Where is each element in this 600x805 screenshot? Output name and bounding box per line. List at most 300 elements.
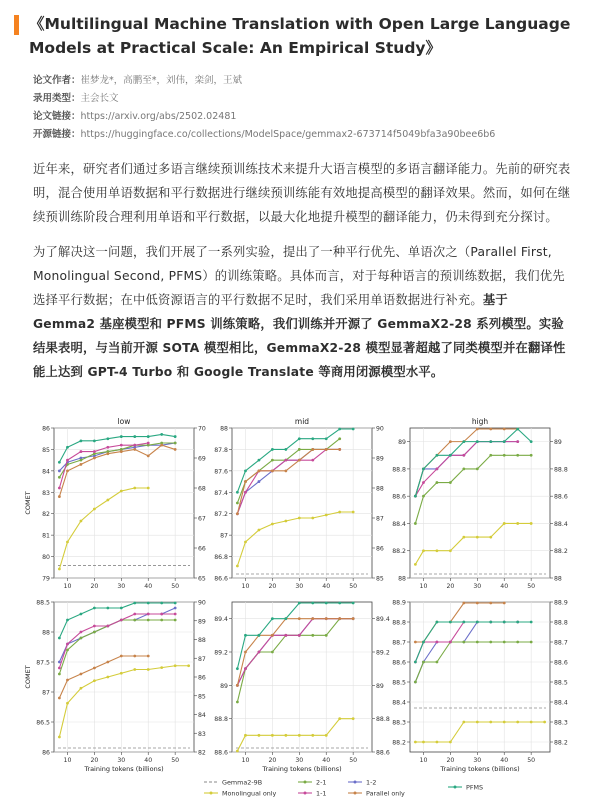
data-point	[422, 741, 425, 744]
data-point	[503, 454, 506, 457]
y-tick-label: 87.2	[214, 511, 228, 519]
y2-tick-label: 88	[554, 575, 562, 583]
data-point	[174, 435, 177, 438]
y2-tick-label: 89	[554, 439, 562, 447]
data-point	[120, 655, 123, 658]
x-tick-label: 50	[527, 583, 536, 590]
y2-tick-label: 88.2	[554, 548, 568, 556]
x-tick-label: 10	[63, 583, 72, 590]
x-tick-label: 10	[419, 757, 428, 764]
chart-panel-5	[214, 602, 390, 773]
data-point	[106, 446, 109, 449]
y2-tick-label: 88.4	[554, 699, 568, 707]
data-point	[147, 487, 150, 490]
meta-authors-value: 崔梦龙*，高鹏至*，刘伟，栾剑，王斌	[80, 75, 243, 86]
data-point	[489, 641, 492, 644]
data-point	[187, 664, 190, 667]
data-point	[244, 651, 247, 654]
plot-frame	[232, 602, 372, 752]
y2-tick-label: 88.6	[554, 493, 568, 501]
legend-label: Gemma2-9B	[222, 778, 263, 787]
data-point	[244, 667, 247, 670]
data-point	[462, 621, 465, 624]
data-point	[436, 741, 439, 744]
data-point	[120, 607, 123, 610]
data-point	[244, 469, 247, 472]
data-point	[298, 517, 301, 520]
data-point	[80, 520, 83, 523]
data-point	[476, 602, 479, 605]
data-point	[338, 511, 341, 514]
data-point	[58, 469, 61, 472]
meta-paper-link	[33, 108, 583, 126]
chart-panel-1	[24, 417, 206, 590]
data-point	[120, 490, 123, 493]
y2-tick-label: 89	[376, 455, 384, 463]
meta-type-value: 主会长文	[80, 93, 119, 104]
x-tick-label: 30	[473, 583, 482, 590]
data-point	[258, 459, 261, 462]
data-point	[58, 487, 61, 490]
chart-legend	[204, 779, 483, 798]
legend-marker	[354, 792, 357, 795]
x-tick-label: 10	[241, 583, 250, 590]
x-tick-label: 30	[295, 583, 304, 590]
data-point	[80, 631, 83, 634]
data-point	[160, 602, 163, 605]
data-point	[503, 602, 506, 605]
data-point	[516, 454, 519, 457]
data-point	[236, 512, 239, 515]
data-point	[284, 459, 287, 462]
data-point	[160, 613, 163, 616]
data-point	[58, 736, 61, 739]
chart-title: high	[471, 417, 489, 426]
data-point	[516, 522, 519, 525]
data-point	[311, 602, 314, 605]
legend-label: Monolingual only	[222, 789, 277, 798]
body-paragraph-2	[33, 240, 573, 384]
data-point	[66, 469, 69, 472]
x-tick-label: 40	[500, 757, 509, 764]
meta-type	[33, 90, 583, 108]
y2-tick-label: 88.5	[554, 679, 568, 687]
y-tick-label: 89.2	[214, 649, 228, 657]
data-point	[298, 634, 301, 637]
y2-tick-label: 65	[198, 575, 206, 583]
data-point	[476, 621, 479, 624]
data-point	[503, 621, 506, 624]
data-point	[106, 607, 109, 610]
data-point	[66, 459, 69, 462]
y2-tick-label: 87	[198, 655, 206, 663]
data-point	[462, 468, 465, 471]
data-point	[236, 750, 239, 753]
x-tick-label: 20	[446, 757, 455, 764]
y-tick-label: 89	[220, 682, 228, 690]
data-point	[325, 437, 328, 440]
data-point	[133, 448, 136, 451]
data-point	[325, 514, 328, 517]
y2-tick-label: 88.8	[554, 466, 568, 474]
data-point	[338, 717, 341, 720]
data-point	[133, 444, 136, 447]
meta-authors-label: 论文作者：	[33, 75, 81, 86]
x-tick-label: 50	[171, 757, 180, 764]
data-point	[530, 440, 533, 443]
data-point	[489, 454, 492, 457]
y2-tick-label: 68	[198, 485, 206, 493]
y-tick-label: 83	[42, 489, 50, 497]
data-point	[80, 463, 83, 466]
x-tick-label: 10	[241, 757, 250, 764]
data-point	[352, 617, 355, 620]
data-point	[516, 621, 519, 624]
data-point	[298, 448, 301, 451]
data-point	[58, 697, 61, 700]
data-point	[244, 480, 247, 483]
data-point	[93, 679, 96, 682]
data-point	[298, 734, 301, 737]
data-point	[66, 541, 69, 544]
data-point	[284, 617, 287, 620]
plot-frame	[232, 428, 372, 578]
data-point	[530, 621, 533, 624]
y2-tick-label: 88.6	[554, 659, 568, 667]
data-point	[244, 541, 247, 544]
legend-label: Parallel only	[366, 789, 405, 798]
x-tick-label: 50	[349, 583, 358, 590]
data-point	[489, 621, 492, 624]
chart-panel-4	[24, 600, 206, 774]
data-point	[284, 634, 287, 637]
data-point	[338, 437, 341, 440]
data-point	[298, 437, 301, 440]
data-point	[298, 602, 301, 605]
x-tick-label: 30	[473, 757, 482, 764]
data-point	[93, 450, 96, 453]
y-tick-label: 88	[42, 629, 50, 637]
data-point	[106, 437, 109, 440]
data-point	[530, 454, 533, 457]
data-point	[120, 444, 123, 447]
data-point	[80, 637, 83, 640]
y-tick-label: 88.2	[392, 739, 406, 747]
y-tick-label: 88.8	[392, 619, 406, 627]
data-point	[147, 619, 150, 622]
data-point	[436, 481, 439, 484]
data-point	[298, 617, 301, 620]
y-tick-label: 88.5	[36, 599, 50, 607]
data-point	[120, 435, 123, 438]
data-point	[284, 734, 287, 737]
x-tick-label: 30	[117, 757, 126, 764]
y2-tick-label: 88	[198, 637, 206, 644]
y-tick-label: 88.8	[392, 466, 406, 474]
data-point	[325, 448, 328, 451]
results-figure	[14, 412, 586, 800]
plot-frame	[410, 428, 550, 578]
meta-paper-link-label: 论文链接：	[33, 111, 81, 122]
data-point	[174, 613, 177, 616]
opensource-link[interactable]: https://huggingface.co/collections/ModelSpace/gemmax2-673714f5049bfa3a90bee6b6	[80, 129, 496, 140]
y2-tick-label: 83	[198, 730, 206, 738]
data-point	[133, 602, 136, 605]
data-point	[106, 452, 109, 455]
data-point	[462, 721, 465, 724]
data-point	[66, 679, 69, 682]
x-tick-label: 40	[500, 583, 509, 590]
y2-tick-label: 70	[198, 425, 206, 433]
chart-panel-3	[392, 417, 568, 590]
chart-panel-2	[214, 417, 384, 590]
legend-label: 1-1	[316, 789, 327, 798]
data-point	[414, 641, 417, 644]
data-point	[66, 649, 69, 652]
data-point	[489, 721, 492, 724]
data-point	[516, 428, 519, 431]
data-point	[462, 602, 465, 605]
data-point	[311, 517, 314, 520]
x-tick-label: 20	[90, 757, 99, 764]
title-row	[14, 12, 584, 60]
data-point	[80, 687, 83, 690]
data-point	[311, 734, 314, 737]
data-point	[258, 651, 261, 654]
y-tick-label: 88	[398, 575, 406, 583]
data-point	[271, 469, 274, 472]
y2-tick-label: 86	[376, 545, 384, 553]
data-point	[271, 734, 274, 737]
x-tick-label: 30	[295, 757, 304, 764]
y-tick-label: 87	[42, 689, 50, 697]
data-point	[414, 522, 417, 525]
data-point	[106, 625, 109, 628]
y-tick-label: 88.6	[214, 749, 228, 757]
y-tick-label: 88.2	[392, 548, 406, 556]
data-point	[311, 459, 314, 462]
data-point	[147, 454, 150, 457]
body-paragraph-2b: 基于 Gemma2 基座模型和 PFMS 训练策略，我们训练并开源了 GemmaX2-28 系列模型。实验结果表明，与当前开源 SOTA 模型相比，GemmaX2-28 模型显著超越了同类模型并在翻译性能上达到 GPT-4 Turbo 和 Google Translate 等商用闭源模型水平。	[33, 293, 566, 379]
data-point	[449, 641, 452, 644]
data-point	[120, 672, 123, 675]
data-point	[244, 734, 247, 737]
paper-link[interactable]: https://arxiv.org/abs/2502.02481	[80, 111, 237, 122]
x-tick-label: 20	[446, 583, 455, 590]
data-point	[422, 481, 425, 484]
y2-tick-label: 90	[198, 599, 206, 607]
data-point	[338, 617, 341, 620]
legend-label: PFMS	[466, 783, 484, 792]
data-point	[422, 468, 425, 471]
data-point	[244, 634, 247, 637]
data-point	[476, 721, 479, 724]
data-point	[80, 613, 83, 616]
data-point	[489, 602, 492, 605]
data-point	[516, 641, 519, 644]
y-tick-label: 87.6	[214, 468, 228, 476]
y-tick-label: 88.6	[392, 493, 406, 501]
data-point	[160, 433, 163, 436]
data-point	[311, 448, 314, 451]
body-paragraph-2a: 为了解决这一问题，我们开展了一系列实验，提出了一种平行优先、单语次之（Parallel First, Monolingual Second, PFMS）的训练策略。具体而言，对于每种语言的预训练数据，我们优先选择平行数据；在中低资源语言的平行数据不足时，我们采用单语数据进行补充。	[33, 245, 565, 307]
y2-tick-label: 85	[376, 575, 384, 583]
y-tick-label: 87.5	[36, 659, 50, 667]
data-point	[93, 439, 96, 442]
chart-title: mid	[294, 417, 310, 426]
data-point	[147, 602, 150, 605]
meta-opensource-link	[33, 126, 583, 144]
data-point	[503, 440, 506, 443]
data-point	[93, 625, 96, 628]
y2-tick-label: 88.9	[554, 599, 568, 607]
data-point	[476, 641, 479, 644]
y-tick-label: 87.8	[214, 446, 228, 454]
y2-tick-label: 84	[198, 712, 206, 719]
y2-tick-label: 69	[198, 455, 206, 463]
data-point	[236, 502, 239, 505]
y-tick-label: 84	[42, 468, 50, 476]
legend-marker	[304, 792, 307, 795]
data-point	[414, 741, 417, 744]
data-point	[258, 634, 261, 637]
data-point	[284, 448, 287, 451]
data-point	[352, 602, 355, 605]
y-tick-label: 89	[398, 439, 406, 447]
y-tick-label: 88	[220, 425, 228, 433]
data-point	[284, 520, 287, 523]
data-point	[284, 469, 287, 472]
data-point	[93, 508, 96, 511]
data-point	[66, 702, 69, 705]
y-tick-label: 87.4	[214, 489, 228, 497]
legend-marker	[454, 786, 457, 789]
data-point	[271, 651, 274, 654]
y2-tick-label: 88.4	[554, 520, 568, 528]
y-tick-label: 88.7	[392, 639, 406, 647]
data-point	[133, 619, 136, 622]
data-point	[93, 457, 96, 460]
data-point	[298, 459, 301, 462]
y2-tick-label: 89.2	[376, 649, 390, 657]
data-point	[352, 717, 355, 720]
data-point	[530, 721, 533, 724]
data-point	[436, 641, 439, 644]
data-point	[174, 448, 177, 451]
data-point	[436, 549, 439, 552]
x-tick-label: 40	[322, 757, 331, 764]
meta-authors	[33, 72, 583, 90]
y-tick-label: 88.8	[214, 716, 228, 724]
y-tick-label: 88.5	[392, 679, 406, 687]
data-point	[258, 734, 261, 737]
data-point	[271, 448, 274, 451]
y-axis-label: COMET	[24, 665, 32, 689]
data-point	[258, 529, 261, 532]
data-point	[174, 602, 177, 605]
y-tick-label: 88.6	[392, 659, 406, 667]
data-point	[271, 617, 274, 620]
x-tick-label: 50	[349, 757, 358, 764]
y-tick-label: 86	[42, 749, 50, 757]
y2-tick-label: 66	[198, 545, 206, 553]
data-point	[147, 613, 150, 616]
y2-tick-label: 88	[376, 485, 384, 493]
data-point	[174, 664, 177, 667]
data-point	[338, 428, 341, 431]
y-tick-label: 88.9	[392, 599, 406, 607]
x-tick-label: 40	[144, 583, 153, 590]
data-point	[160, 666, 163, 669]
y2-tick-label: 88.8	[376, 716, 390, 724]
data-point	[236, 491, 239, 494]
chart-title: low	[117, 417, 131, 426]
y-tick-label: 88.4	[392, 699, 406, 707]
data-point	[530, 522, 533, 525]
data-point	[516, 721, 519, 724]
data-point	[93, 631, 96, 634]
page-title: 《Multilingual Machine Translation with Open Large Language Models at Practical Scale: An Empirical Study》	[29, 15, 571, 57]
data-point	[476, 536, 479, 539]
data-point	[58, 476, 61, 479]
data-point	[476, 440, 479, 443]
legend-marker	[304, 781, 307, 784]
data-point	[449, 454, 452, 457]
data-point	[271, 459, 274, 462]
data-point	[436, 454, 439, 457]
y2-tick-label: 90	[376, 425, 384, 433]
data-point	[503, 721, 506, 724]
y-tick-label: 79	[42, 575, 50, 583]
y-tick-label: 88.3	[392, 719, 406, 727]
y2-tick-label: 88.6	[376, 749, 390, 757]
y2-tick-label: 88.2	[554, 739, 568, 747]
data-point	[462, 440, 465, 443]
data-point	[449, 621, 452, 624]
y-tick-label: 88.4	[392, 520, 406, 528]
y-tick-label: 80	[42, 554, 50, 562]
x-tick-label: 10	[419, 583, 428, 590]
data-point	[120, 450, 123, 453]
legend-marker	[354, 781, 357, 784]
y2-tick-label: 89	[376, 682, 384, 690]
data-point	[80, 673, 83, 676]
data-point	[58, 667, 61, 670]
data-point	[174, 619, 177, 622]
data-point	[236, 701, 239, 704]
x-tick-label: 50	[527, 757, 536, 764]
data-point	[58, 461, 61, 464]
data-point	[236, 565, 239, 568]
data-point	[147, 655, 150, 658]
data-point	[271, 634, 274, 637]
data-point	[133, 668, 136, 671]
x-axis-label: Training tokens (billions)	[440, 765, 520, 773]
data-point	[58, 637, 61, 640]
data-point	[106, 676, 109, 679]
data-point	[338, 448, 341, 451]
y-tick-label: 81	[42, 532, 50, 540]
chart-panel-6	[392, 600, 568, 774]
y2-tick-label: 86	[198, 674, 206, 682]
data-point	[352, 511, 355, 514]
data-point	[147, 435, 150, 438]
data-point	[503, 522, 506, 525]
meta-type-label: 录用类型：	[33, 93, 81, 104]
data-point	[414, 681, 417, 684]
data-point	[462, 454, 465, 457]
data-point	[147, 442, 150, 445]
